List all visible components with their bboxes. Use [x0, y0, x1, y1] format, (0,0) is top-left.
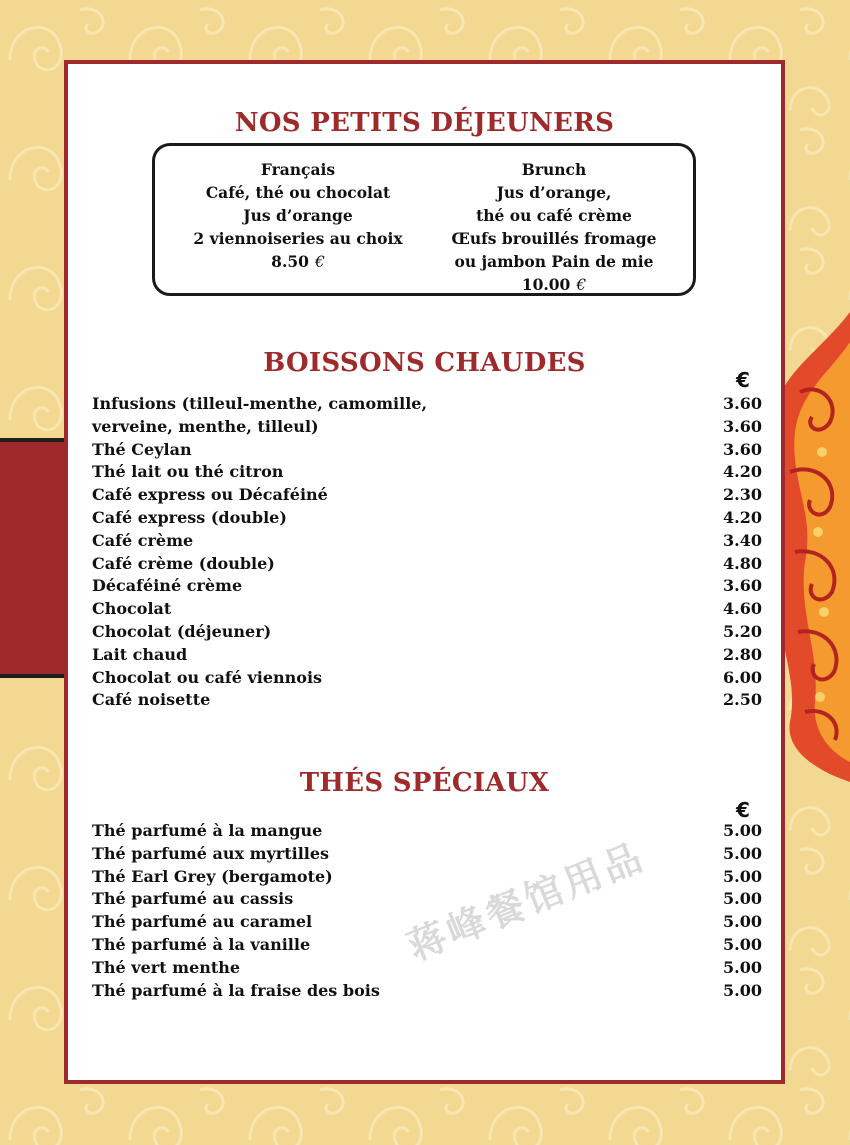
menu-item-name: verveine, menthe, tilleul)	[92, 416, 319, 436]
menu-item	[92, 575, 762, 598]
menu-item-price: 3.60	[723, 439, 762, 459]
menu-item	[92, 507, 762, 530]
menu-item-price: 3.60	[723, 576, 762, 596]
menu-item-name: Café express (double)	[92, 507, 287, 527]
menu-item-price: 5.20	[723, 621, 762, 641]
menu-item-price: 5.00	[723, 866, 762, 886]
menu-item-name: Thé lait ou thé citron	[92, 462, 284, 482]
menu-item	[92, 667, 762, 690]
menu-item-price: 6.00	[723, 667, 762, 687]
menu-item	[92, 439, 762, 462]
menu-item-name: Thé vert menthe	[92, 957, 241, 977]
menu-item-name: Thé parfumé à la vanille	[92, 934, 311, 954]
brunch-line: Jus d’orange,	[496, 183, 612, 202]
watermark-text: 蒋峰餐馆用品	[401, 833, 652, 970]
menu-item	[92, 484, 762, 507]
menu-item-price: 5.00	[723, 957, 762, 977]
francais-price-line	[163, 250, 433, 274]
brunch-line: ou jambon Pain de mie	[454, 252, 654, 271]
menu-item-price: 5.00	[723, 843, 762, 863]
menu-item	[92, 689, 762, 712]
menu-item-name: Thé Ceylan	[92, 439, 192, 459]
breakfast-section-title: NOS PETITS DÉJEUNERS	[234, 108, 615, 138]
menu-item-name: Thé parfumé aux myrtilles	[92, 843, 330, 863]
menu-item-price: 4.80	[723, 553, 762, 573]
left-decorative-band	[0, 438, 66, 678]
euro-symbol: €	[576, 276, 587, 294]
menu-item-price: 4.60	[723, 599, 762, 619]
breakfast-box	[152, 143, 696, 296]
breakfast-brunch	[419, 158, 689, 297]
menu-item-price: 5.00	[723, 912, 762, 932]
menu-item-name: Thé parfumé au caramel	[92, 912, 313, 932]
menu-item-price: 4.20	[723, 507, 762, 527]
menu-item-name: Thé Earl Grey (bergamote)	[92, 866, 333, 886]
francais-price: 8.50	[271, 252, 309, 271]
brunch-price-line	[419, 273, 689, 297]
menu-item-price: 5.00	[723, 889, 762, 909]
menu-item-name: Café crème	[92, 530, 194, 550]
special-teas-currency-header: €	[736, 798, 750, 822]
menu-item-price: 2.80	[723, 644, 762, 664]
menu-item	[92, 621, 762, 644]
menu-item-price: 5.00	[723, 980, 762, 1000]
menu-item-name: Décaféiné crème	[92, 576, 243, 596]
menu-item-price: 3.60	[723, 416, 762, 436]
brunch-price: 10.00	[521, 275, 571, 294]
menu-item	[92, 644, 762, 667]
menu-item	[92, 980, 762, 1003]
francais-line: Français	[260, 160, 336, 179]
menu-item-name: Chocolat (déjeuner)	[92, 621, 272, 641]
menu-item-name: Chocolat	[92, 599, 172, 619]
menu-item-name: Café crème (double)	[92, 553, 275, 573]
breakfast-francais	[163, 158, 433, 274]
brunch-line: Brunch	[521, 160, 587, 179]
hot-drinks-list	[92, 393, 762, 712]
francais-line: Café, thé ou chocolat	[205, 183, 391, 202]
menu-item-name: Lait chaud	[92, 644, 188, 664]
menu-item	[92, 393, 762, 416]
francais-line: Jus d’orange	[243, 206, 353, 225]
menu-item-price: 5.00	[723, 934, 762, 954]
euro-symbol: €	[314, 253, 325, 271]
menu-item-name: Café express ou Décaféiné	[92, 485, 328, 505]
menu-item	[92, 530, 762, 553]
menu-item-price: 5.00	[723, 821, 762, 840]
brunch-line: Œufs brouillés fromage	[451, 229, 657, 248]
menu-item-name: Infusions (tilleul-menthe, camomille,	[92, 394, 428, 413]
menu-item-price: 3.40	[723, 530, 762, 550]
hot-drinks-currency-header: €	[736, 368, 750, 392]
menu-item-name: Café noisette	[92, 690, 211, 710]
brunch-line: thé ou café crème	[476, 206, 632, 225]
menu-item	[92, 553, 762, 576]
menu-item-price: 3.60	[723, 394, 762, 413]
menu-item-name: Chocolat ou café viennois	[92, 667, 323, 687]
menu-item-price: 2.30	[723, 485, 762, 505]
francais-line: 2 viennoiseries au choix	[193, 229, 403, 248]
menu-item-name: Thé parfumé à la fraise des bois	[92, 980, 380, 1000]
menu-item-name: Thé parfumé à la mangue	[92, 821, 323, 840]
hot-drinks-section-title: BOISSONS CHAUDES	[263, 348, 586, 378]
menu-item-price: 2.50	[723, 690, 762, 710]
menu-item	[92, 461, 762, 484]
menu-item	[92, 598, 762, 621]
menu-item-name: Thé parfumé au cassis	[92, 889, 294, 909]
menu-item-price: 4.20	[723, 462, 762, 482]
menu-item	[92, 416, 762, 439]
special-teas-section-title: THÉS SPÉCIAUX	[299, 768, 550, 798]
